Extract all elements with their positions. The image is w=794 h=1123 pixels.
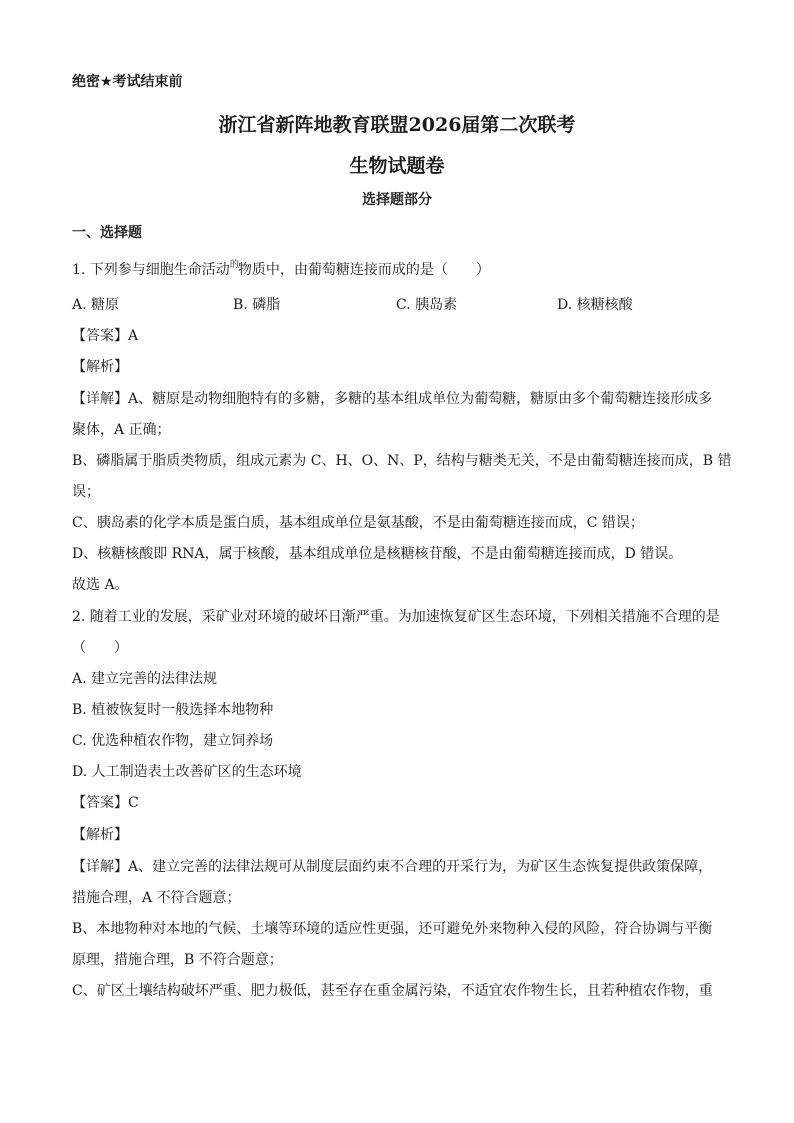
question-1-detail-line: 【详解】A、糖原是动物细胞特有的多糖，多糖的基本组成单位为葡萄糖，糖原由多个葡萄糖连接形成多	[72, 391, 713, 407]
question-2-answer: 【答案】C	[72, 795, 139, 811]
question-1-detail-line: 聚体，A 正确；	[72, 422, 171, 438]
question-1-detail-line: D、核糖核酸即 RNA，属于核酸，基本组成单位是核糖核苷酸，不是由葡萄糖连接而成，D 错误。	[72, 546, 683, 562]
question-1-detail-line: B、磷脂属于脂质类物质，组成元素为 C、H、O、N、P，结构与糖类无关，不是由葡萄糖连接而成，B 错	[72, 453, 732, 469]
exam-title: 浙江省新阵地教育联盟2026届第二次联考	[218, 114, 576, 136]
question-1-analysis-label: 【解析】	[72, 359, 128, 375]
part-heading: 选择题部分	[362, 192, 432, 208]
question-1-option-d: D. 核糖核酸	[557, 297, 633, 313]
confidential-label: 绝密★考试结束前	[72, 74, 183, 90]
question-2-analysis-label: 【解析】	[72, 827, 128, 843]
question-2-stem-line: （ ）	[72, 640, 128, 656]
question-1-stem-mark: 的	[229, 260, 238, 270]
question-2-option-a: A. 建立完善的法律法规	[72, 671, 218, 687]
question-2-option-c: C. 优选种植农作物，建立饲养场	[72, 733, 274, 749]
question-1-detail-line: 误；	[72, 484, 100, 500]
question-1-detail-line: 故选 A。	[72, 577, 129, 593]
question-1-option-c: C. 胰岛素	[396, 297, 458, 313]
question-1-stem-end: 物质中，由葡萄糖连接而成的是（	[237, 262, 448, 278]
question-1-stem	[72, 260, 490, 282]
question-2-detail-line: 措施合理，A 不符合题意；	[72, 890, 241, 906]
question-1-stem-start: 1. 下列参与细胞生命活动	[72, 262, 230, 278]
question-1-answer: 【答案】A	[72, 328, 139, 344]
question-1-option-b: B. 磷脂	[233, 297, 281, 313]
paper-title: 生物试题卷	[349, 155, 445, 177]
question-1-option-a: A. 糖原	[72, 297, 120, 313]
question-1-detail-line: C、胰岛素的化学本质是蛋白质，基本组成单位是氨基酸，不是由葡萄糖连接而成，C 错误；	[72, 515, 644, 531]
section-heading: 一、选择题	[72, 225, 142, 241]
question-2-option-b: B. 植被恢复时一般选择本地物种	[72, 702, 274, 718]
question-2-detail-line: B、本地物种对本地的气候、土壤等环境的适应性更强，还可避免外来物种入侵的风险，符合协调与平衡	[72, 921, 713, 937]
question-2-detail-line: 【详解】A、建立完善的法律法规可从制度层面约束不合理的开采行为，为矿区生态恢复提供政策保障，	[72, 859, 713, 875]
question-2-option-d: D. 人工制造表土改善矿区的生态环境	[72, 764, 302, 780]
question-2-detail-line: C、矿区土壤结构破坏严重、肥力极低，甚至存在重金属污染，不适宜农作物生长，且若种植农作物，重	[72, 983, 713, 999]
question-2-stem-line: 2. 随着工业的发展，采矿业对环境的破坏日渐严重。为加速恢复矿区生态环境，下列相关措施不合理的是	[72, 609, 720, 625]
question-2-detail-line: 原理，措施合理，B 不符合题意；	[72, 952, 283, 968]
question-1-stem-close: ）	[475, 262, 490, 278]
